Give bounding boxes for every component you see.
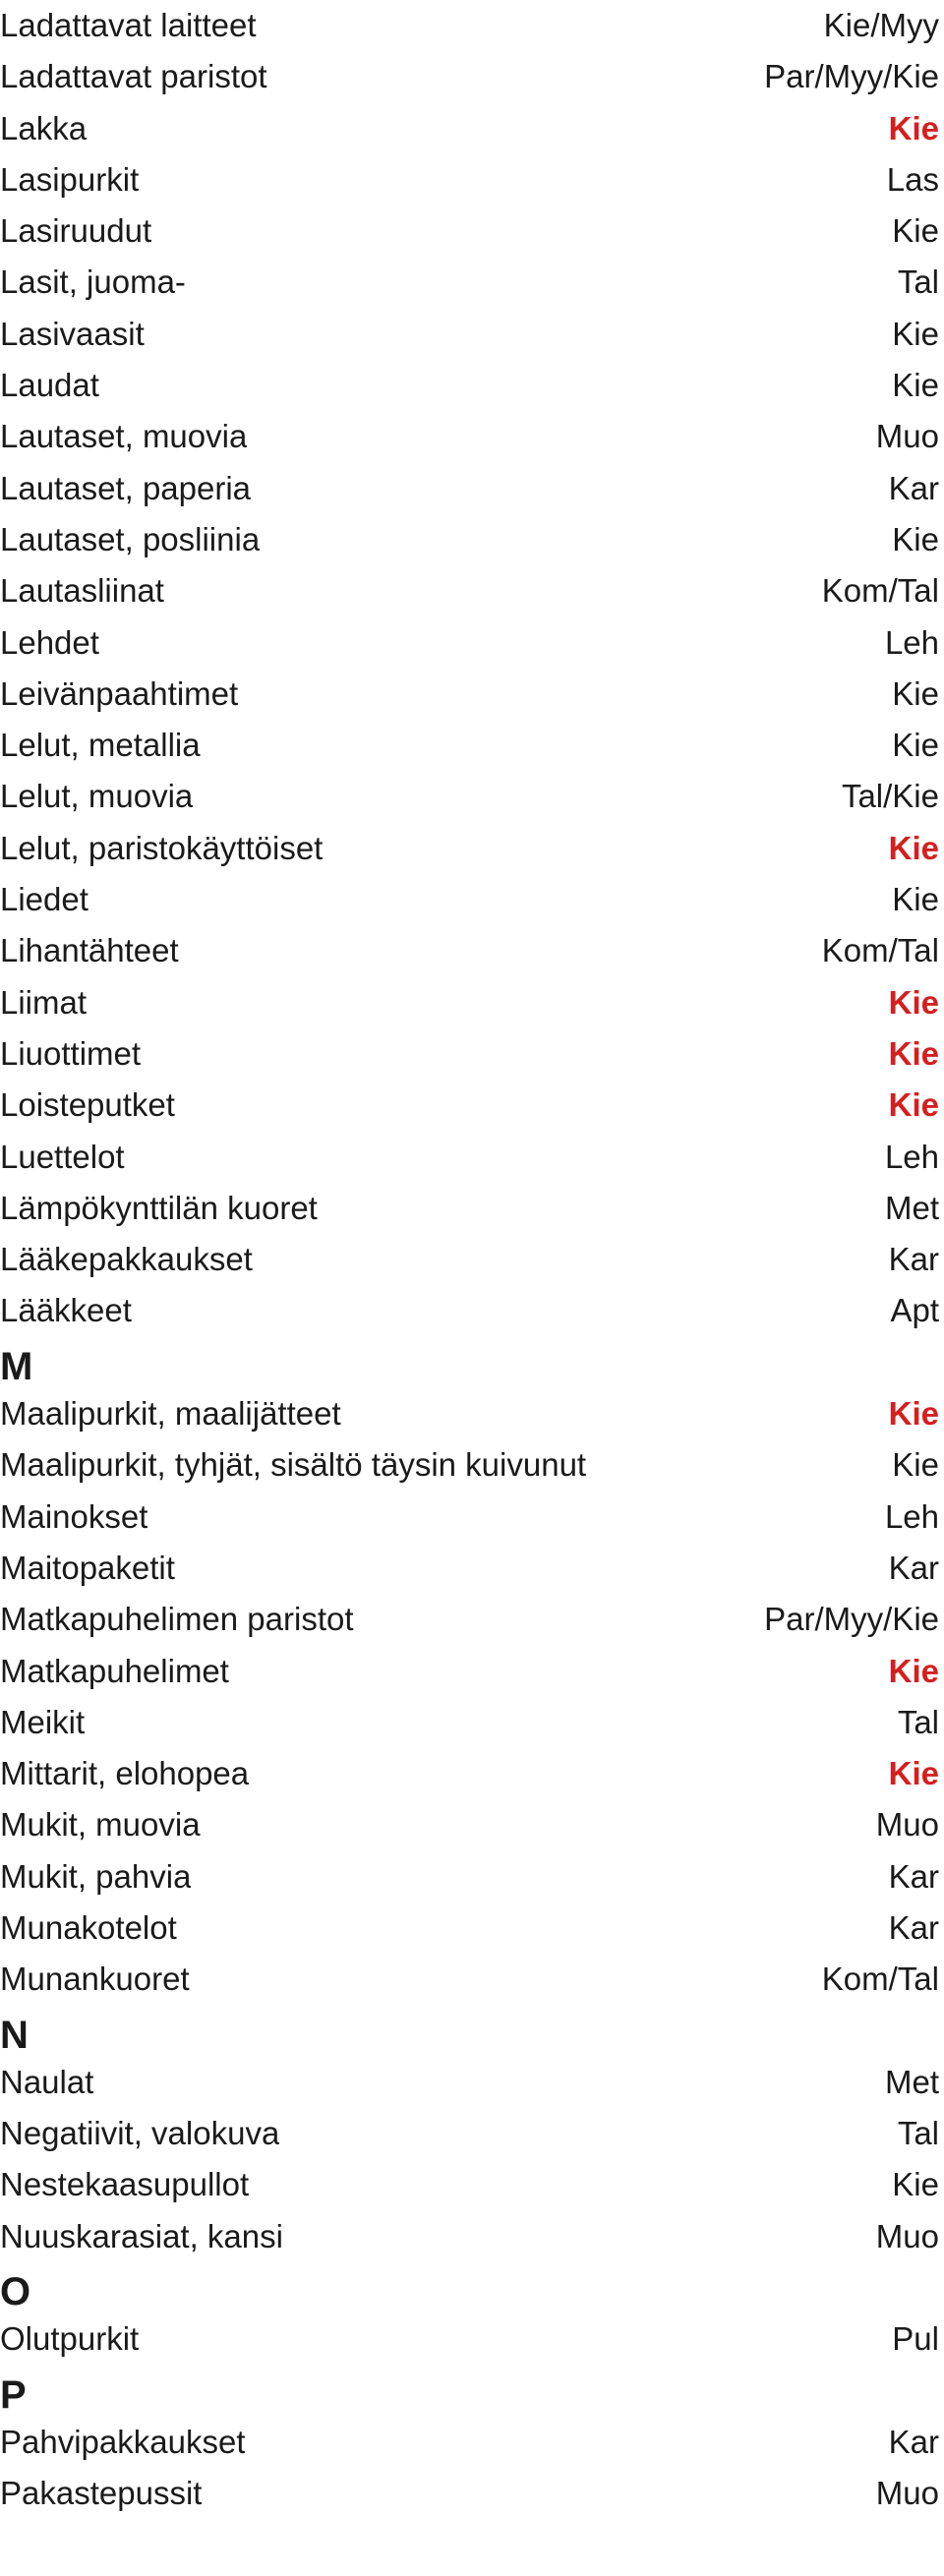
waste-code: Kie	[892, 2166, 939, 2203]
item-name: Munakotelot	[0, 1908, 177, 1946]
list-item	[0, 2211, 944, 2262]
item-name: Mittarit, elohopea	[0, 1755, 250, 1792]
list-item	[0, 771, 944, 822]
hazardous-waste-code: Kie	[888, 829, 939, 866]
waste-code: Kie/Myy	[823, 7, 939, 43]
item-name: Liimat	[0, 983, 88, 1021]
list-item	[0, 617, 944, 669]
waste-code: Tal	[897, 1703, 939, 1740]
waste-code: Kar	[888, 1241, 939, 1278]
waste-code: Muo	[875, 2217, 939, 2254]
item-name: Lääkepakkaukset	[0, 1241, 253, 1278]
item-name: Liuottimet	[0, 1034, 142, 1072]
item-name: Lakka	[0, 109, 88, 146]
waste-code: Kie	[892, 727, 939, 764]
item-name: Mainokset	[0, 1497, 148, 1535]
item-name: Nuuskarasiat, kansi	[0, 2217, 283, 2254]
item-name: Lelut, paristokäyttöiset	[0, 829, 324, 866]
item-name: Lämpökynttilän kuoret	[0, 1189, 318, 1226]
item-name: Olutpurkit	[0, 2320, 140, 2358]
hazardous-waste-code: Kie	[888, 1395, 939, 1433]
item-name: Pakastepussit	[0, 2475, 203, 2512]
hazardous-waste-code: Kie	[888, 1086, 939, 1124]
list-item	[0, 2057, 944, 2108]
waste-code: Kie	[892, 1446, 939, 1484]
waste-code: Met	[884, 1189, 939, 1226]
list-item	[0, 1954, 944, 2005]
item-name: Pahvipakkaukset	[0, 2423, 246, 2460]
item-name: Lasivaasit	[0, 315, 145, 352]
section-header	[0, 2366, 944, 2417]
item-name: Lasit, juoma-	[0, 263, 186, 301]
list-item	[0, 925, 944, 976]
waste-code: Muo	[875, 2475, 939, 2512]
list-item	[0, 1903, 944, 1954]
section-letter: M	[0, 1344, 33, 1388]
item-name: Maalipurkit, maalijätteet	[0, 1395, 341, 1433]
hazardous-waste-code: Kie	[888, 983, 939, 1021]
list-item	[0, 51, 944, 102]
waste-code: Par/Myy/Kie	[764, 58, 939, 95]
item-name: Naulat	[0, 2063, 94, 2100]
waste-code: Kie	[892, 881, 939, 918]
item-name: Maalipurkit, tyhjät, sisältö täysin kuivunut	[0, 1446, 587, 1484]
item-name: Laudat	[0, 367, 99, 404]
waste-code: Met	[884, 2063, 939, 2100]
hazardous-waste-code: Kie	[888, 1034, 939, 1072]
waste-code: Tal/Kie	[841, 778, 939, 815]
waste-code: Kie	[892, 674, 939, 712]
list-item	[0, 1799, 944, 1850]
item-name: Lääkkeet	[0, 1292, 132, 1329]
section-letter: N	[0, 2013, 29, 2057]
waste-code: Leh	[884, 1497, 939, 1535]
list-item	[0, 1028, 944, 1080]
list-item	[0, 565, 944, 616]
item-name: Munankuoret	[0, 1961, 190, 1998]
item-name: Lihantähteet	[0, 932, 179, 969]
waste-code: Pul	[892, 2320, 939, 2358]
item-name: Nestekaasupullot	[0, 2166, 250, 2203]
section-letter: O	[0, 2270, 31, 2314]
waste-code: Kie	[892, 212, 939, 250]
waste-code: Kie	[892, 520, 939, 557]
list-item	[0, 205, 944, 257]
list-item	[0, 463, 944, 514]
list-item	[0, 720, 944, 771]
item-name: Negatiivit, valokuva	[0, 2115, 280, 2152]
list-item	[0, 2313, 944, 2365]
item-name: Lasipurkit	[0, 160, 140, 198]
item-name: Lelut, muovia	[0, 778, 194, 815]
item-name: Maitopaketit	[0, 1549, 175, 1586]
item-name: Liedet	[0, 881, 88, 918]
list-item	[0, 411, 944, 462]
list-item	[0, 1080, 944, 1131]
item-name: Lasiruudut	[0, 212, 152, 250]
section-header	[0, 2006, 944, 2057]
item-name: Lautasliinat	[0, 572, 164, 610]
item-name: Mukit, muovia	[0, 1806, 201, 1844]
list-item	[0, 874, 944, 925]
list-item	[0, 1285, 944, 1336]
waste-code: Tal	[897, 2115, 939, 2152]
list-item	[0, 1851, 944, 1903]
hazardous-waste-code: Kie	[888, 1755, 939, 1792]
section-header	[0, 2262, 944, 2313]
item-name: Ladattavat laitteet	[0, 7, 257, 43]
item-name: Ladattavat paristot	[0, 58, 267, 95]
item-name: Luettelot	[0, 1138, 125, 1175]
list-item	[0, 2417, 944, 2468]
waste-code: Kom/Tal	[821, 932, 939, 969]
waste-code: Apt	[890, 1292, 939, 1329]
waste-code: Kie	[892, 367, 939, 404]
waste-code: Par/Myy/Kie	[764, 1601, 939, 1638]
waste-code: Kom/Tal	[821, 572, 939, 610]
waste-code: Kie	[892, 315, 939, 352]
item-name: Mukit, pahvia	[0, 1857, 192, 1895]
list-item	[0, 514, 944, 565]
waste-code: Leh	[884, 623, 939, 661]
waste-code: Kar	[888, 1857, 939, 1895]
hazardous-waste-code: Kie	[888, 1652, 939, 1689]
waste-code: Leh	[884, 1138, 939, 1175]
item-name: Leivänpaahtimet	[0, 674, 239, 712]
list-item	[0, 360, 944, 411]
list-item	[0, 257, 944, 308]
waste-code: Kar	[888, 1908, 939, 1946]
section-letter: P	[0, 2372, 27, 2417]
waste-code: Muo	[875, 1806, 939, 1844]
list-item	[0, 2108, 944, 2159]
list-item	[0, 1646, 944, 1697]
list-item	[0, 309, 944, 360]
list-item	[0, 1132, 944, 1183]
list-item	[0, 1183, 944, 1234]
list-item	[0, 1748, 944, 1799]
item-name: Matkapuhelimet	[0, 1652, 229, 1689]
waste-code: Kar	[888, 469, 939, 506]
list-item	[0, 0, 944, 51]
list-item	[0, 1594, 944, 1645]
list-item	[0, 103, 944, 154]
waste-code: Las	[886, 160, 939, 198]
waste-code: Kar	[888, 2423, 939, 2460]
list-item	[0, 1492, 944, 1543]
list-item	[0, 1234, 944, 1285]
list-item	[0, 2468, 944, 2519]
waste-code: Muo	[875, 418, 939, 455]
item-name: Lautaset, posliinia	[0, 520, 261, 557]
waste-code: Tal	[897, 263, 939, 301]
section-header	[0, 1337, 944, 1388]
item-name: Lautaset, muovia	[0, 418, 248, 455]
list-item	[0, 1439, 944, 1491]
list-item	[0, 2159, 944, 2210]
list-item	[0, 154, 944, 205]
list-item	[0, 823, 944, 874]
hazardous-waste-code: Kie	[888, 109, 939, 146]
item-name: Lelut, metallia	[0, 727, 201, 764]
list-item	[0, 1697, 944, 1748]
item-name: Meikit	[0, 1703, 86, 1740]
list-item	[0, 1543, 944, 1594]
item-name: Loisteputket	[0, 1086, 175, 1124]
waste-code: Kom/Tal	[821, 1961, 939, 1998]
item-name: Lehdet	[0, 623, 99, 661]
item-name: Lautaset, paperia	[0, 469, 252, 506]
list-item	[0, 669, 944, 720]
list-item	[0, 1388, 944, 1439]
waste-code: Kar	[888, 1549, 939, 1586]
item-name: Matkapuhelimen paristot	[0, 1601, 354, 1638]
list-item	[0, 977, 944, 1028]
